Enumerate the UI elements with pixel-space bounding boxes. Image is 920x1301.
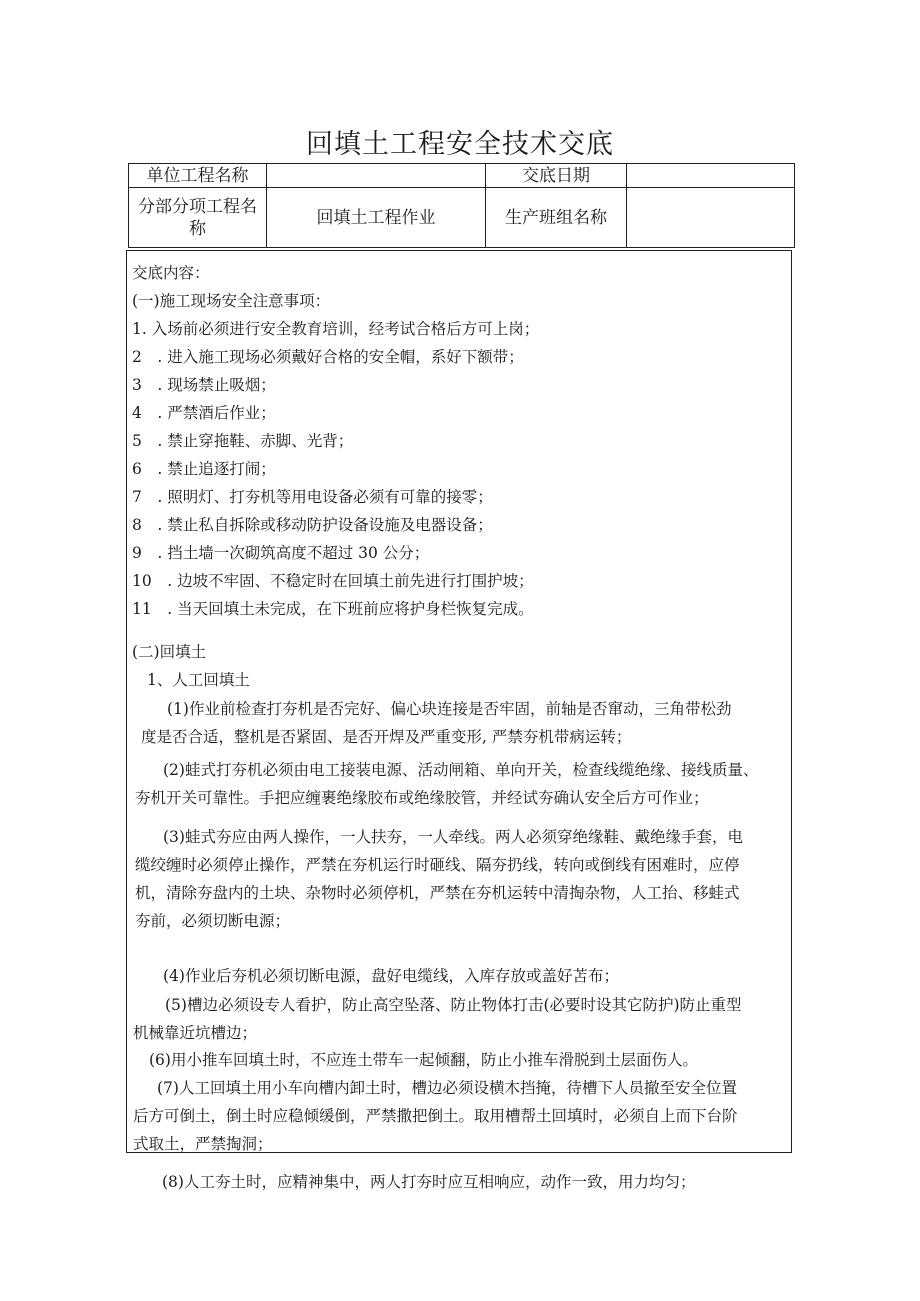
team-label: 生产班组名称 xyxy=(486,188,627,248)
sub-project-value[interactable]: 回填土工程作业 xyxy=(267,188,486,248)
paragraph-line: 度是否合适，整机是否紧固、是否开焊及严重变形, 严禁夯机带病运转； xyxy=(141,728,632,746)
paragraph-line: (7)人工回填土用小车向槽内卸土时，槽边必须设横木挡掩，待槽下人员撤至安全位置 xyxy=(157,1079,737,1097)
safety-item: 9 . 挡土墙一次砌筑高度不超过 30 公分； xyxy=(132,544,430,562)
safety-item: 3 . 现场禁止吸烟； xyxy=(132,376,276,394)
paragraph-line: 机，清除夯盘内的土块、杂物时必须停机，严禁在夯机运转中清掏杂物，人工抬、移蛙式 xyxy=(135,884,740,902)
unit-name-label: 单位工程名称 xyxy=(129,164,267,188)
paragraph-line: (1)作业前检查打夯机是否完好、偏心块连接是否牢固，前轴是否窜动，三角带松劲 xyxy=(167,700,732,718)
safety-item: 11 . 当天回填土未完成，在下班前应将护身栏恢复完成。 xyxy=(132,600,534,618)
paragraph-line: (2)蛙式打夯机必须由电工接装电源、活动闸箱、单向开关，检查线缆绝缘、接线质量、 xyxy=(163,761,759,779)
safety-item: 10 . 边坡不牢固、不稳定时在回填土前先进行打围护坡； xyxy=(132,572,534,590)
safety-item: 5 . 禁止穿拖鞋、赤脚、光背； xyxy=(132,432,354,450)
paragraph-line: 机械靠近坑槽边； xyxy=(133,1024,258,1042)
paragraph-line: (6)用小推车回填土时，不应连土带车一起倾翻，防止小推车滑脱到土层面伤人。 xyxy=(149,1051,698,1069)
team-value[interactable] xyxy=(627,188,795,248)
safety-item: 7 . 照明灯、打夯机等用电设备必须有可靠的接零； xyxy=(132,488,493,506)
paragraph-line: 后方可倒土，倒土时应稳倾缓倒，严禁撒把倒土。取用槽帮土回填时，必须自上而下台阶 xyxy=(133,1107,738,1125)
disclosure-content xyxy=(126,250,792,1153)
content-heading: 交底内容： xyxy=(132,264,210,282)
header-table xyxy=(128,163,795,248)
paragraph-line: (4)作业后夯机必须切断电源，盘好电缆线，入库存放或盖好苫布； xyxy=(163,967,619,985)
paragraph-line: (3)蛙式夯应由两人操作，一人扶夯，一人牵线。两人必须穿绝缘鞋、戴绝缘手套，电 xyxy=(163,828,743,846)
section-2-title: (二)回填土 xyxy=(132,643,207,661)
safety-item: 2 . 进入施工现场必须戴好合格的安全帽，系好下额带； xyxy=(132,348,524,366)
section-1-title: (一)施工现场安全注意事项： xyxy=(132,292,331,310)
safety-item: 8 . 禁止私自拆除或移动防护设备设施及电器设备； xyxy=(132,516,493,534)
paragraph-line-outside: (8)人工夯土时，应精神集中，两人打夯时应互相响应，动作一致，用力均匀； xyxy=(162,1173,696,1191)
date-value[interactable] xyxy=(627,164,795,188)
paragraph-line: 式取土，严禁掏洞； xyxy=(133,1135,273,1153)
document-title: 回填土工程安全技术交底 xyxy=(306,129,614,160)
unit-name-value[interactable] xyxy=(267,164,486,188)
paragraph-line: (5)槽边必须设专人看护，防止高空坠落、防止物体打击(必要时设其它防护)防止重型 xyxy=(165,996,742,1014)
safety-item: 1. 入场前必须进行安全教育培训，经考试合格后方可上岗； xyxy=(132,320,540,338)
sub-project-label: 分部分项工程名称 xyxy=(129,188,267,248)
safety-item: 6 . 禁止追逐打闹； xyxy=(132,460,276,478)
paragraph-line: 缆绞缠时必须停止操作，严禁在夯机运行时砸线、隔夯扔线，转向或倒线有困难时，应停 xyxy=(135,856,740,874)
subsection-1-title: 1、人工回填土 xyxy=(147,671,250,689)
paragraph-line: 夯机开关可靠性。手把应缠裹绝缘胶布或绝缘胶管，并经试夯确认安全后方可作业； xyxy=(135,789,709,807)
paragraph-line: 夯前，必须切断电源； xyxy=(135,912,291,930)
safety-item: 4 . 严禁酒后作业； xyxy=(132,404,276,422)
date-label: 交底日期 xyxy=(486,164,627,188)
